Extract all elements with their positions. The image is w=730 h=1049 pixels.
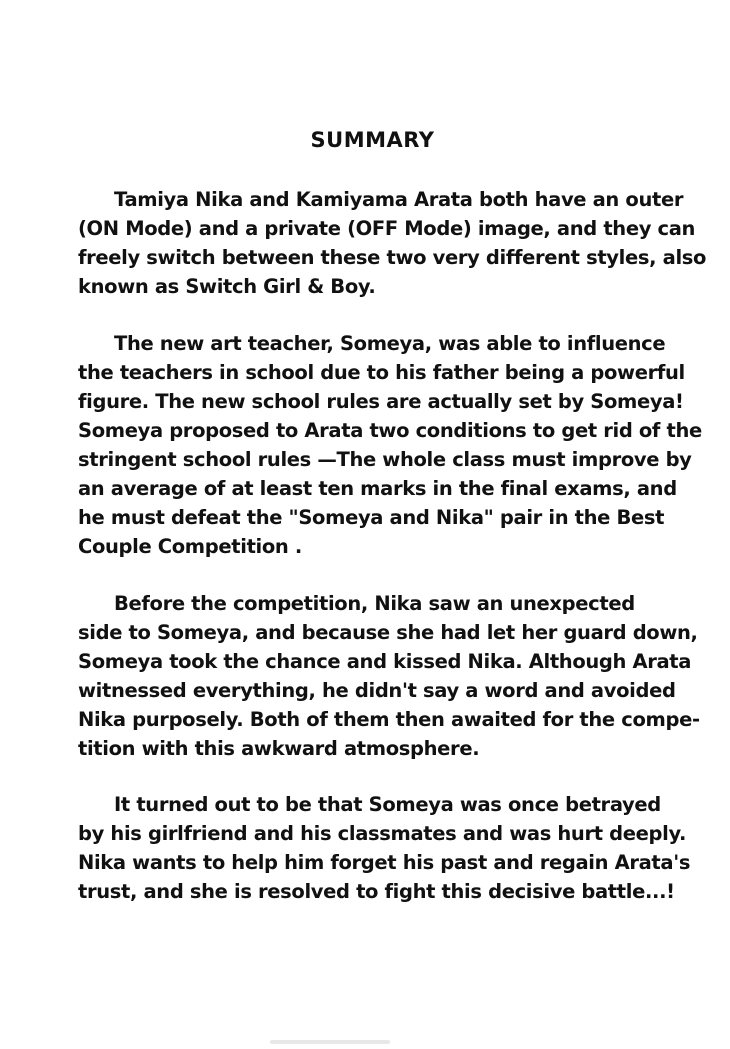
paragraph-intro (78, 185, 707, 301)
paragraph-conditions (78, 329, 702, 561)
paragraph-resolution (78, 790, 691, 906)
text-line: Someya took the chance and kissed Nika. Although Arata (78, 650, 692, 673)
text-line: Before the competition, Nika saw an unexpected (114, 592, 635, 615)
text-line: Someya proposed to Arata two conditions to get rid of the (78, 419, 702, 442)
text-line: known as Switch Girl & Boy. (78, 275, 376, 298)
text-line: stringent school rules —The whole class must improve by (78, 448, 692, 471)
text-line: figure. The new school rules are actually set by Someya! (78, 390, 684, 413)
text-line: the teachers in school due to his father being a powerful (78, 361, 685, 384)
text-line: side to Someya, and because she had let her guard down, (78, 621, 698, 644)
text-line: he must defeat the "Someya and Nika" pair in the Best (78, 506, 665, 529)
text-line: It turned out to be that Someya was once betrayed (114, 793, 661, 816)
text-line: tition with this awkward atmosphere. (78, 737, 480, 760)
text-line: Nika wants to help him forget his past and regain Arata's (78, 851, 691, 874)
text-line: witnessed everything, he didn't say a word and avoided (78, 679, 676, 702)
paragraph-competition (78, 589, 700, 763)
text-line: an average of at least ten marks in the final exams, and (78, 477, 677, 500)
text-line: The new art teacher, Someya, was able to influence (114, 332, 666, 355)
text-line: trust, and she is resolved to fight this decisive battle...! (78, 880, 675, 903)
page-title: SUMMARY (310, 128, 435, 152)
text-line: Nika purposely. Both of them then awaited for the compe- (78, 708, 700, 731)
text-line: (ON Mode) and a private (OFF Mode) image, and they can (78, 217, 696, 240)
text-line: Couple Competition . (78, 535, 302, 558)
text-line: Tamiya Nika and Kamiyama Arata both have an outer (114, 188, 684, 211)
text-line: freely switch between these two very different styles, also (78, 246, 707, 269)
scan-artifact (270, 1040, 390, 1044)
text-line: by his girlfriend and his classmates and was hurt deeply. (78, 822, 687, 845)
